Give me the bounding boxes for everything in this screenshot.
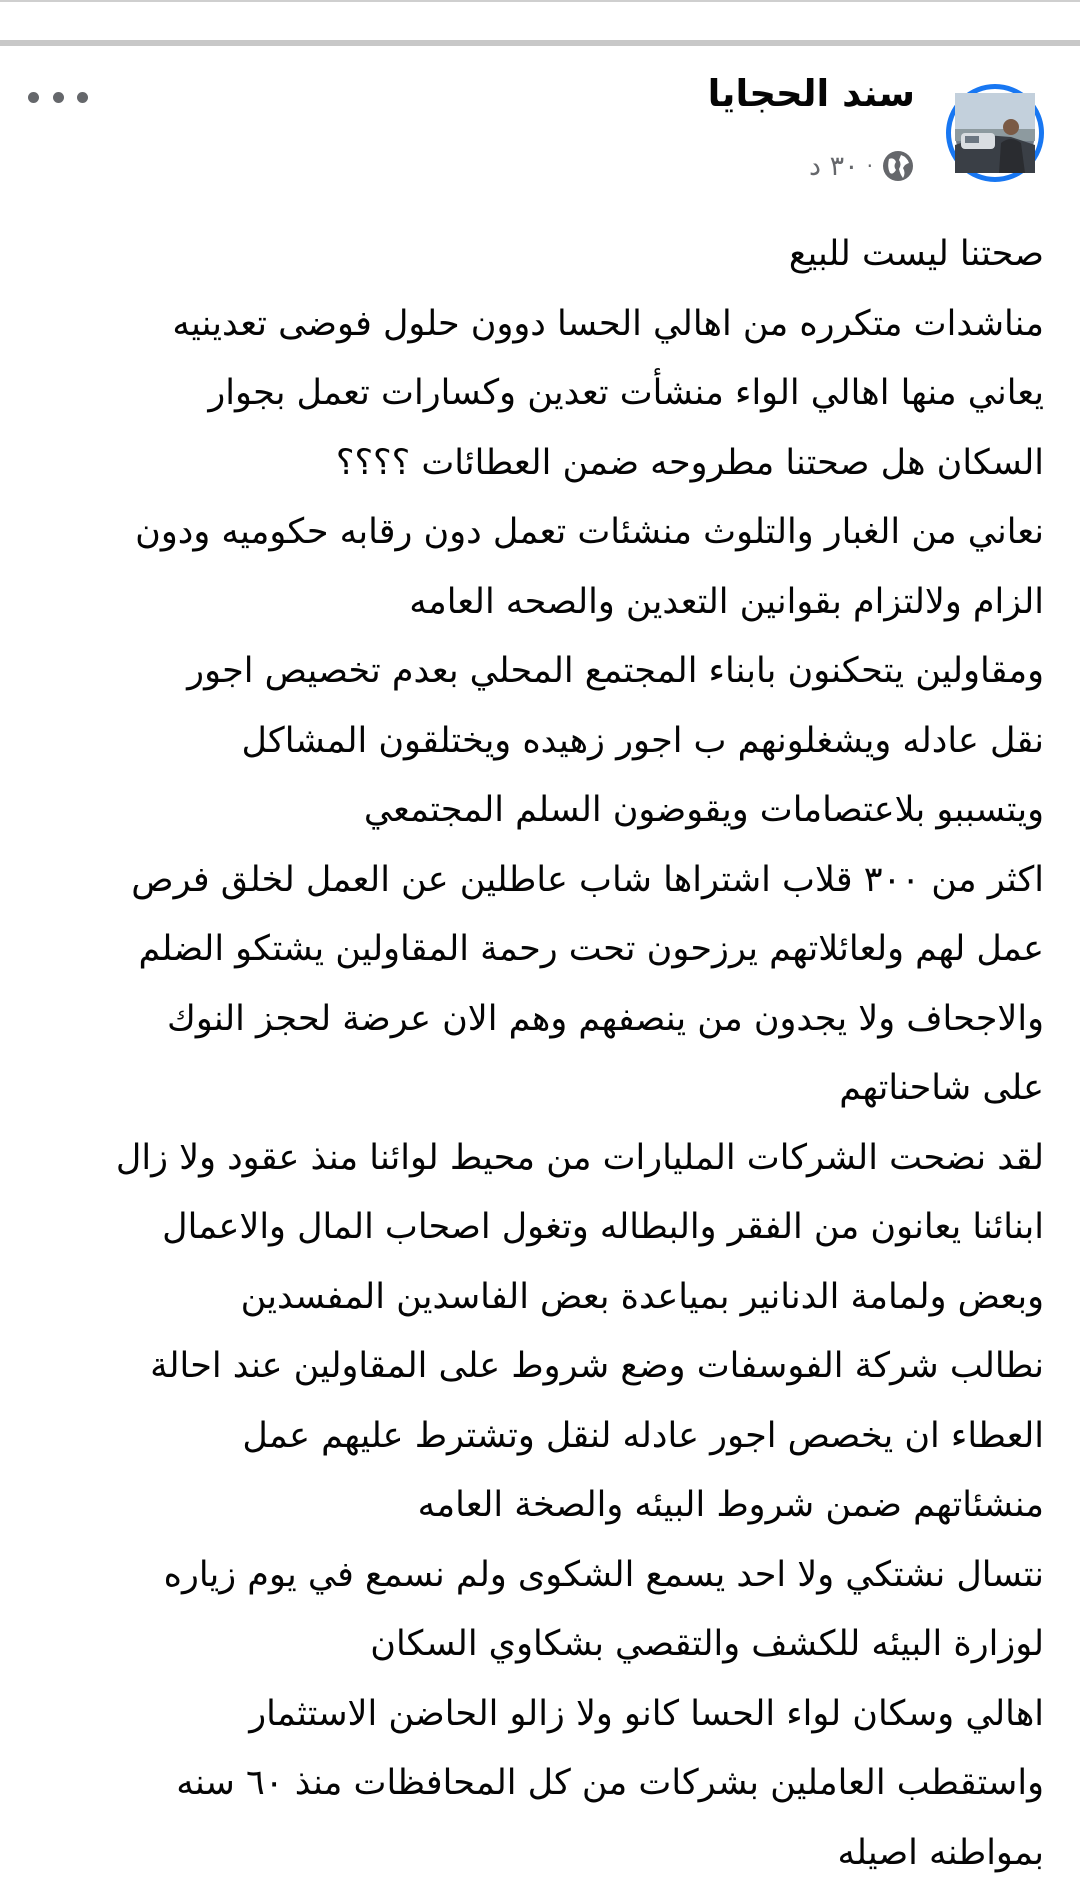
post-line: واستقطب العاملين بشركات من كل المحافظات منذ ٦٠ سنه xyxy=(34,1749,1044,1819)
post-line: ابنائنا يعانون من الفقر والبطاله وتغول اصحاب المال والاعمال xyxy=(34,1193,1044,1263)
post-line: لقد نضحت الشركات المليارات من محيط لوائنا منذ عقود ولا زال xyxy=(34,1124,1044,1194)
post-line: نعاني من الغبار والتلوث منشئات تعمل دون رقابه حكوميه ودون xyxy=(34,498,1044,568)
post-line: ويتسببو بلاعتصامات ويقوضون السلم المجتمعي xyxy=(34,776,1044,846)
post-header xyxy=(0,46,1080,216)
post-line: صحتنا ليست للبيع xyxy=(34,220,1044,290)
avatar-photo-graphic xyxy=(955,93,1035,173)
post-line: والاجحاف ولا يجدون من ينصفهم وهم الان عرضة لحجز النوك xyxy=(34,985,1044,1055)
author-avatar[interactable] xyxy=(946,84,1044,182)
more-options-icon[interactable] xyxy=(28,82,88,112)
post-line: بمواطنه اصيله xyxy=(34,1819,1044,1888)
post-text xyxy=(34,220,1044,1888)
post-line: يعاني منها اهالي الواء منشأت تعدين وكسارات تعمل بجوار xyxy=(34,359,1044,429)
post-line: لوزارة البيئه للكشف والتقصي بشكاوي السكان xyxy=(34,1610,1044,1680)
post-line: منشئاتهم ضمن شروط البيئه والصخة العامه xyxy=(34,1471,1044,1541)
post-line: الزام ولالتزام بقوانين التعدين والصحه العامه xyxy=(34,568,1044,638)
post-line: ومقاولين يتحكنون بابناء المجتمع المحلي بعدم تخصيص اجور xyxy=(34,637,1044,707)
post-line: على شاحناتهم xyxy=(34,1054,1044,1124)
top-bar xyxy=(0,0,1080,42)
post-line: نطالب شركة الفوسفات وضع شروط على المقاولين عند احالة xyxy=(34,1332,1044,1402)
post-meta xyxy=(809,146,915,186)
avatar-photo xyxy=(955,93,1035,173)
post-line: اهالي وسكان لواء الحسا كانو ولا زالو الحاضن الاستثمار xyxy=(34,1680,1044,1750)
post-line: السكان هل صحتنا مطروحه ضمن العطائات ؟؟؟؟ xyxy=(34,429,1044,499)
post-line: نتسال نشتكي ولا احد يسمع الشكوى ولم نسمع في يوم زياره xyxy=(34,1541,1044,1611)
post-line: مناشدات متكرره من اهالي الحسا دوون حلول فوضى تعدينيه xyxy=(34,290,1044,360)
author-name[interactable]: سند الحجايا xyxy=(708,72,915,115)
post-time[interactable]: ٣٠ د xyxy=(809,151,859,182)
post-line: وبعض ولمامة الدنانير بمياعدة بعض الفاسدين المفسدين xyxy=(34,1263,1044,1333)
post-line: نقل عادله ويشغلونهم ب اجور زهيده ويختلقون المشاكل xyxy=(34,707,1044,777)
globe-icon[interactable] xyxy=(881,149,915,183)
meta-separator: · xyxy=(867,154,873,178)
post-line: اكثر من ٣٠٠ قلاب اشتراها شاب عاطلين عن العمل لخلق فرص xyxy=(34,846,1044,916)
post-line: عمل لهم ولعائلاتهم يرزحون تحت رحمة المقاولين يشتكو الضلم xyxy=(34,915,1044,985)
post-line: العطاء ان يخصص اجور عادله لنقل وتشترط عليهم عمل xyxy=(34,1402,1044,1472)
